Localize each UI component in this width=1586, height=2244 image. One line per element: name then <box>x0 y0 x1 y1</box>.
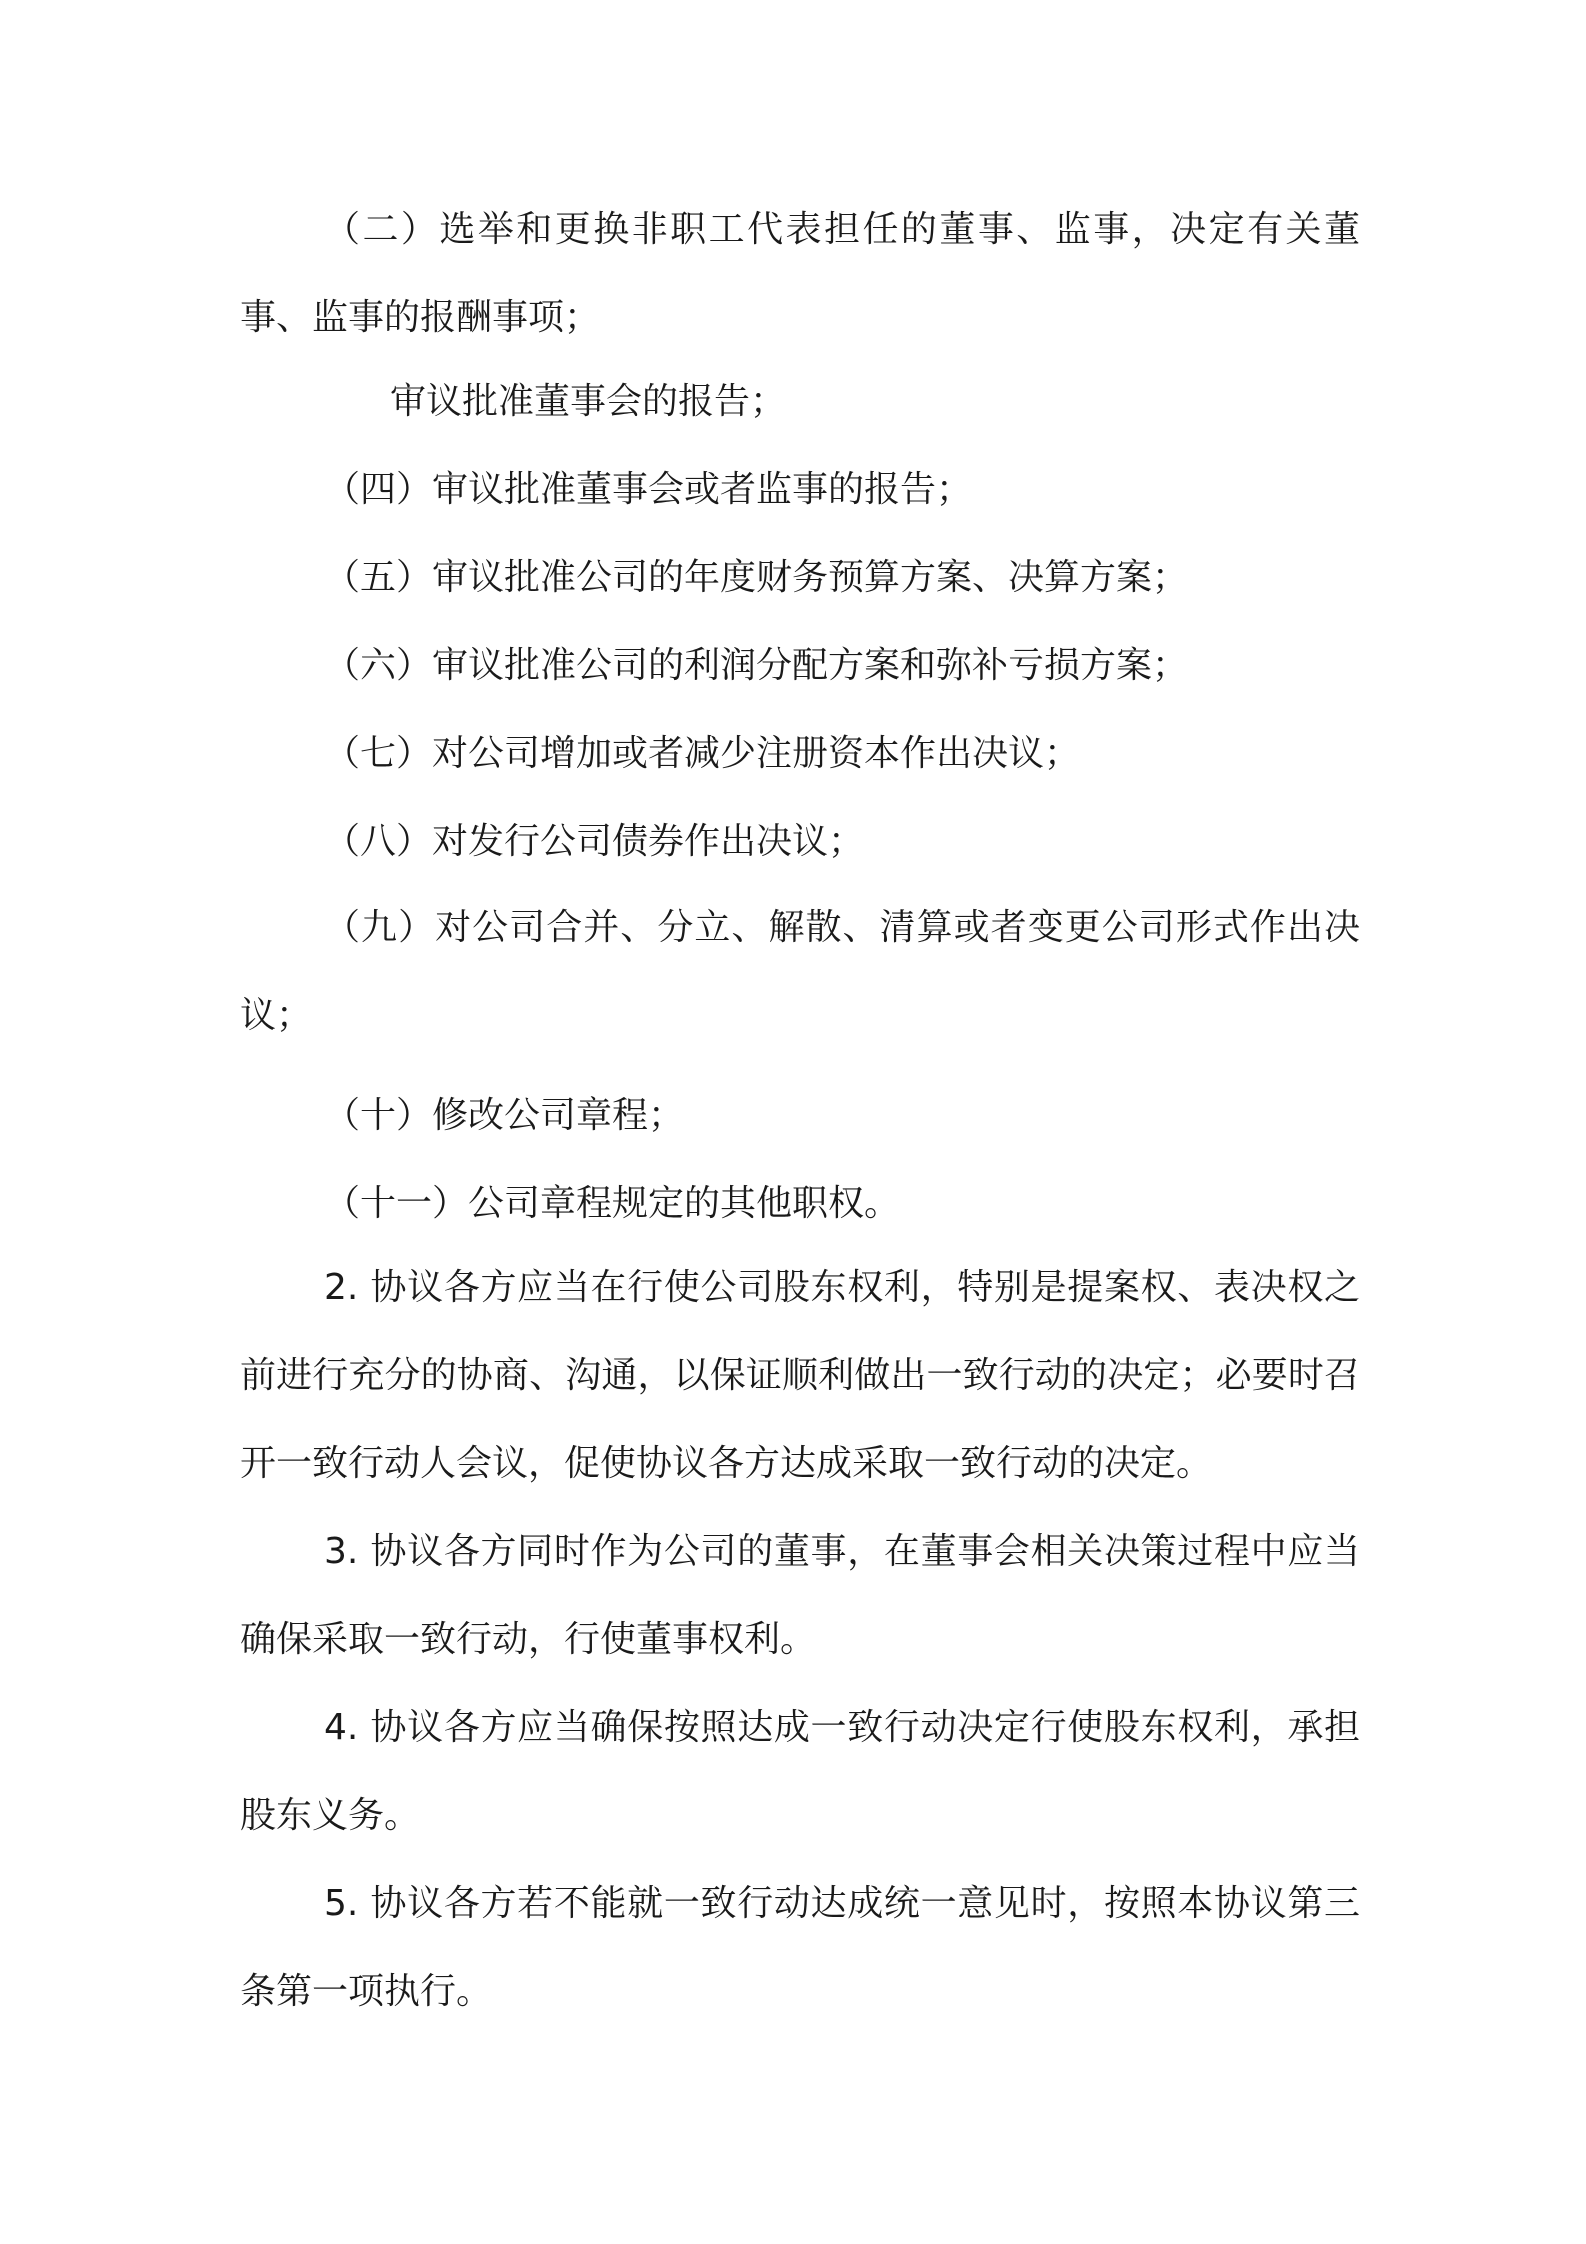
paragraph-clause-4: 4. 协议各方应当确保按照达成一致行动决定行使股东权利，承担股东义务。 <box>240 1707 1360 1836</box>
paragraph-item-9: （九）对公司合并、分立、解散、清算或者变更公司形式作出决议； <box>240 907 1360 1036</box>
paragraph-item-10: （十）修改公司章程； <box>324 1095 685 1136</box>
paragraph-clause-3: 3. 协议各方同时作为公司的董事，在董事会相关决策过程中应当确保采取一致行动，行使董事权利。 <box>240 1531 1360 1660</box>
paragraph-item-3: 审议批准董事会的报告； <box>390 381 787 422</box>
paragraph-item-7: （七）对公司增加或者减少注册资本作出决议； <box>324 733 1081 774</box>
paragraph-item-6: （六）审议批准公司的利润分配方案和弥补亏损方案； <box>324 645 1189 686</box>
paragraph-item-4: （四）审议批准董事会或者监事的报告； <box>324 469 973 510</box>
paragraph-clause-2: 2. 协议各方应当在行使公司股东权利，特别是提案权、表决权之前进行充分的协商、沟通，以保证顺利做出一致行动的决定；必要时召开一致行动人会议，促使协议各方达成采取一致行动的决定。 <box>240 1267 1360 1484</box>
paragraph-item-11: （十一）公司章程规定的其他职权。 <box>324 1183 901 1224</box>
paragraph-item-8: （八）对发行公司债券作出决议； <box>324 821 865 862</box>
paragraph-item-5: （五）审议批准公司的年度财务预算方案、决算方案； <box>324 557 1189 598</box>
paragraph-item-2: （二）选举和更换非职工代表担任的董事、监事，决定有关董事、监事的报酬事项； <box>240 209 1360 338</box>
paragraph-clause-5: 5. 协议各方若不能就一致行动达成统一意见时，按照本协议第三条第一项执行。 <box>240 1883 1360 2012</box>
